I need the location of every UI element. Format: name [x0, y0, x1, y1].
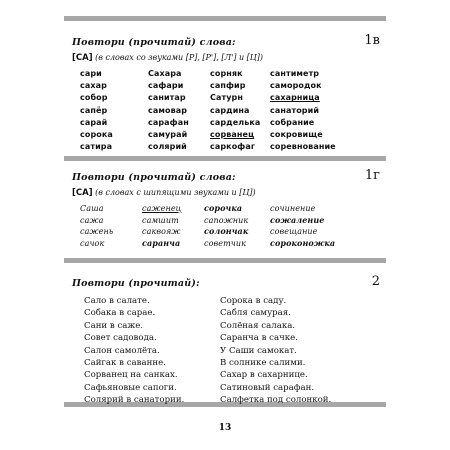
word: санаторий [270, 105, 320, 115]
phrase: Солёная салака. [220, 320, 296, 331]
top-divider [64, 16, 386, 21]
word-grid [72, 68, 382, 158]
section-title: Повтори (прочитай) слова: [72, 37, 236, 48]
word: сапфир [210, 81, 246, 91]
column-3 [210, 68, 260, 153]
column-1 [80, 68, 113, 153]
word: саркофаг [210, 142, 256, 152]
word: сочинение [270, 204, 316, 213]
word: сапёр [80, 105, 108, 115]
phrase: Сало в салате. [84, 296, 150, 306]
phrase: Солярий в санатории. [84, 395, 185, 406]
column-2 [148, 68, 189, 153]
phrase: У Саши самокат. [220, 345, 297, 356]
exercise-2 [72, 274, 382, 407]
exercise-1v [72, 33, 382, 158]
phrase: В солнике салими. [220, 358, 306, 369]
column-2 [142, 203, 181, 249]
phrase: Сабля самурая. [220, 308, 291, 319]
syllable-tag: [СА] [72, 188, 93, 198]
syllable-tag: [СА] [72, 53, 93, 63]
word: сахар [80, 81, 107, 91]
phrase: Сани в саже. [84, 320, 144, 331]
word: сорванец [210, 130, 255, 140]
column-4 [270, 68, 336, 153]
word: Сатурн [210, 93, 243, 103]
phrase: Сорванец на санках. [84, 370, 178, 381]
word: сачок [80, 238, 105, 248]
phrase-grid [72, 295, 382, 407]
column-4 [270, 203, 335, 249]
phrase: Саранча в сачке. [220, 333, 298, 344]
word: соревнование [270, 142, 336, 152]
word: сорочка [204, 203, 243, 213]
exercise-number: 1г [364, 168, 380, 183]
phrase: Салон самолёта. [84, 345, 160, 356]
exercise-number: 1в [364, 33, 380, 48]
section-subtitle [72, 188, 382, 198]
section-title: Повтори (прочитай): [72, 278, 200, 289]
word: сахарница [270, 93, 320, 103]
subtitle-note: (в словах с шипящими звуками и [Ц]) [95, 188, 256, 197]
word: самшит [142, 215, 179, 225]
word: сокровище [270, 130, 323, 140]
word: саженец [142, 204, 182, 213]
word: саквояж [142, 227, 181, 236]
section-title: Повтори (прочитай) слова: [72, 172, 236, 183]
word: сарделька [210, 117, 261, 127]
column-3 [204, 203, 248, 249]
exercise-1g [72, 168, 382, 253]
word: сажень [80, 227, 114, 236]
phrase: Собака в сарае. [84, 308, 156, 319]
word: сорняк [210, 69, 243, 78]
word: сафари [148, 81, 184, 91]
word: сожаление [270, 214, 325, 225]
word-grid [72, 203, 382, 253]
phrase: Салфетка под солонкой. [220, 395, 332, 406]
divider-2 [64, 258, 386, 263]
phrase: Сатиновый сарафан. [220, 382, 315, 393]
subtitle-note: (в словах со звуками [Р], [Р'], [Л'] и [Ц]) [95, 53, 264, 62]
column-1 [84, 295, 184, 407]
word: собрание [270, 117, 315, 127]
word: сатира [80, 142, 113, 152]
word: сапожник [204, 215, 249, 225]
word: собор [80, 93, 108, 103]
word: сарай [80, 117, 108, 127]
word: сарафан [148, 117, 189, 127]
phrase: Сахар в сахарнице. [220, 370, 308, 381]
page-number: 13 [218, 423, 232, 433]
word: санитар [148, 93, 186, 103]
phrase: Совет садовода. [84, 333, 157, 344]
word: солярий [148, 142, 187, 152]
word: сажа [80, 215, 104, 225]
column-2 [220, 295, 331, 407]
word: советчик [204, 238, 246, 248]
word: сардина [210, 105, 250, 115]
exercise-number: 2 [371, 274, 380, 289]
phrase: Сайгак в саванне. [84, 358, 166, 369]
word: сантиметр [270, 69, 320, 78]
word: сари [80, 69, 102, 78]
column-1 [80, 203, 113, 249]
word: сорока [80, 130, 113, 140]
word: Сахара [148, 69, 182, 78]
phrase: Сорока в саду. [220, 296, 287, 306]
word: совещание [270, 227, 318, 236]
word: солончак [204, 226, 249, 236]
word: самовар [148, 105, 188, 115]
word: самородок [270, 81, 322, 91]
word: саранча [142, 237, 181, 248]
phrase: Сафьяновые сапоги. [84, 382, 177, 393]
word: сороконожка [270, 237, 336, 248]
word: самурай [148, 130, 188, 140]
word: Саша [80, 204, 104, 213]
section-subtitle [72, 53, 382, 63]
